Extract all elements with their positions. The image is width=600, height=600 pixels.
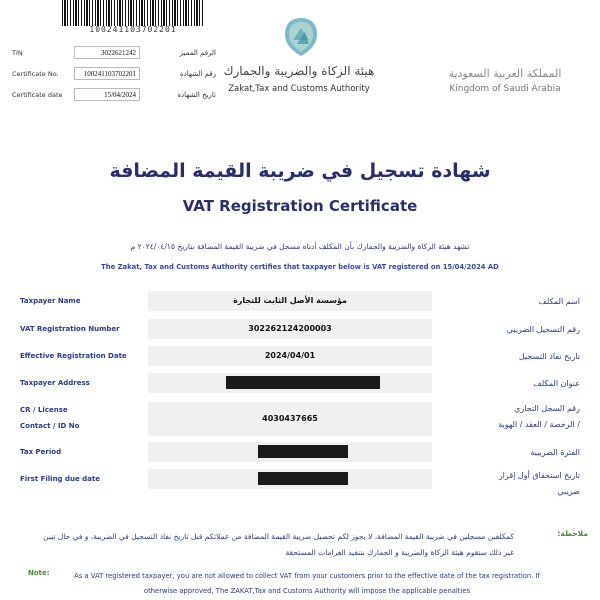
declaration-en: The Zakat, Tax and Customs Authority certifies that taxpayer below is VAT registered on 15/04/2024 AD: [101, 263, 499, 271]
info-row-certificate-date: [12, 84, 218, 105]
redacted-tax-period: [258, 445, 348, 458]
label-en: VAT Registration Number: [20, 325, 120, 333]
info-value: 100241103702201: [74, 67, 140, 80]
info-row-tin: [12, 42, 218, 63]
row-vat-number: [12, 319, 590, 339]
label-ar: الفترة الضريبية: [530, 448, 580, 457]
label-en: Taxpayer Name: [20, 297, 81, 305]
info-label-en: Certificate date: [12, 90, 63, 99]
certificate-title-ar: شهادة تسجيل في ضريبة القيمة المضافة: [109, 160, 491, 182]
label-en: Tax Period: [20, 448, 62, 456]
label-ar: تاريخ نفاذ التسجيل: [518, 352, 580, 361]
label-ar-line2: ضريبي: [557, 487, 580, 496]
info-label-ar: الرقم المميز: [179, 48, 216, 57]
kingdom-name-en: Kingdom of Saudi Arabia: [449, 84, 561, 94]
row-effective-date: [12, 346, 590, 366]
label-en: First Filing due date: [20, 475, 101, 483]
authority-name-ar: هيئة الزكاة والضريبة والجمارك: [223, 64, 375, 78]
effective-date-value: 2024/04/01: [148, 346, 432, 366]
note-label-ar: ملاحظة:: [557, 529, 588, 538]
label-en-line1: CR / License: [20, 406, 68, 414]
first-filing-field: [148, 469, 432, 489]
certificate-title-en: VAT Registration Certificate: [182, 197, 418, 215]
label-ar-line1: تاريخ استحقاق أول إقرار: [498, 471, 580, 480]
info-value: 3022621242: [74, 46, 140, 59]
label-ar: رقم التسجيل الضريبي: [506, 325, 580, 334]
label-en: Effective Registration Date: [20, 352, 127, 360]
info-label-ar: رقم الشهادة: [179, 69, 216, 78]
declaration-ar: تشهد هيئة الزكاة والضريبة والجمارك بأن المكلف أدناه مسجل في ضريبة القيمة المضافة بتاريخ ٢٠٢٤/٠٤/١٥ م: [130, 242, 470, 251]
vat-number-value: 302262124200003: [148, 319, 432, 339]
row-taxpayer-address: [12, 373, 590, 393]
cr-license-value: 4030437665: [148, 402, 432, 436]
kingdom-name-ar: المملكة العربية السعودية: [448, 67, 562, 80]
label-en-line2: Contact / ID No: [20, 422, 80, 430]
redacted-first-filing: [258, 472, 348, 485]
note-label-en: Note:: [28, 569, 50, 577]
info-row-certificate-no: [12, 63, 218, 84]
certificate-info-table: [12, 42, 218, 105]
info-label-ar: تاريخ الشهادة: [177, 90, 216, 99]
note-text-ar: كمكلفين مسجلين في ضريبة القيمة المضافة، لا يجوز لكم تحصيل ضريبة القيمة المضافة من عملائكم قبل تاريخ نفاذ التسجيل في الضريبة، و في حال تبين غير ذلك ستقوم هيئة الزكاة والضريبة و الجمارك بتنفيذ الغرامات المستحقة: [43, 532, 514, 557]
tax-period-field: [148, 442, 432, 462]
row-tax-period: [12, 442, 590, 462]
barcode-number: 100241103702201: [89, 25, 177, 34]
redacted-address: [226, 376, 380, 389]
label-ar: اسم المكلف: [538, 297, 580, 306]
label-en: Taxpayer Address: [20, 379, 90, 387]
info-label-en: TIN: [12, 48, 23, 57]
row-taxpayer-name: [12, 291, 590, 311]
taxpayer-name-value: مؤسسة الأصل الثابت للتجارة: [148, 291, 432, 311]
label-ar: عنوان المكلف: [533, 379, 580, 388]
note-text-en: As a VAT registered taxpayer, you are not allowed to collect VAT from your customers prior to the effective date of the tax registration. If otherwise approved, The ZAKAT,Tax and Customs Authority will impose the applicable penalties: [74, 572, 540, 595]
row-cr-license: [12, 402, 590, 436]
info-value: 15/04/2024: [74, 88, 140, 101]
row-first-filing: [12, 469, 590, 496]
zatca-logo-icon: [281, 16, 321, 58]
taxpayer-address-field: [148, 373, 432, 393]
barcode: [62, 0, 204, 26]
info-label-en: Certificate No.: [12, 69, 59, 78]
label-ar-line1: رقم السجل التجاري: [514, 404, 580, 413]
authority-name-en: Zakat,Tax and Customs Authority: [228, 84, 370, 94]
label-ar-line2: / الرخصة / العقد / الهوية: [498, 420, 580, 429]
